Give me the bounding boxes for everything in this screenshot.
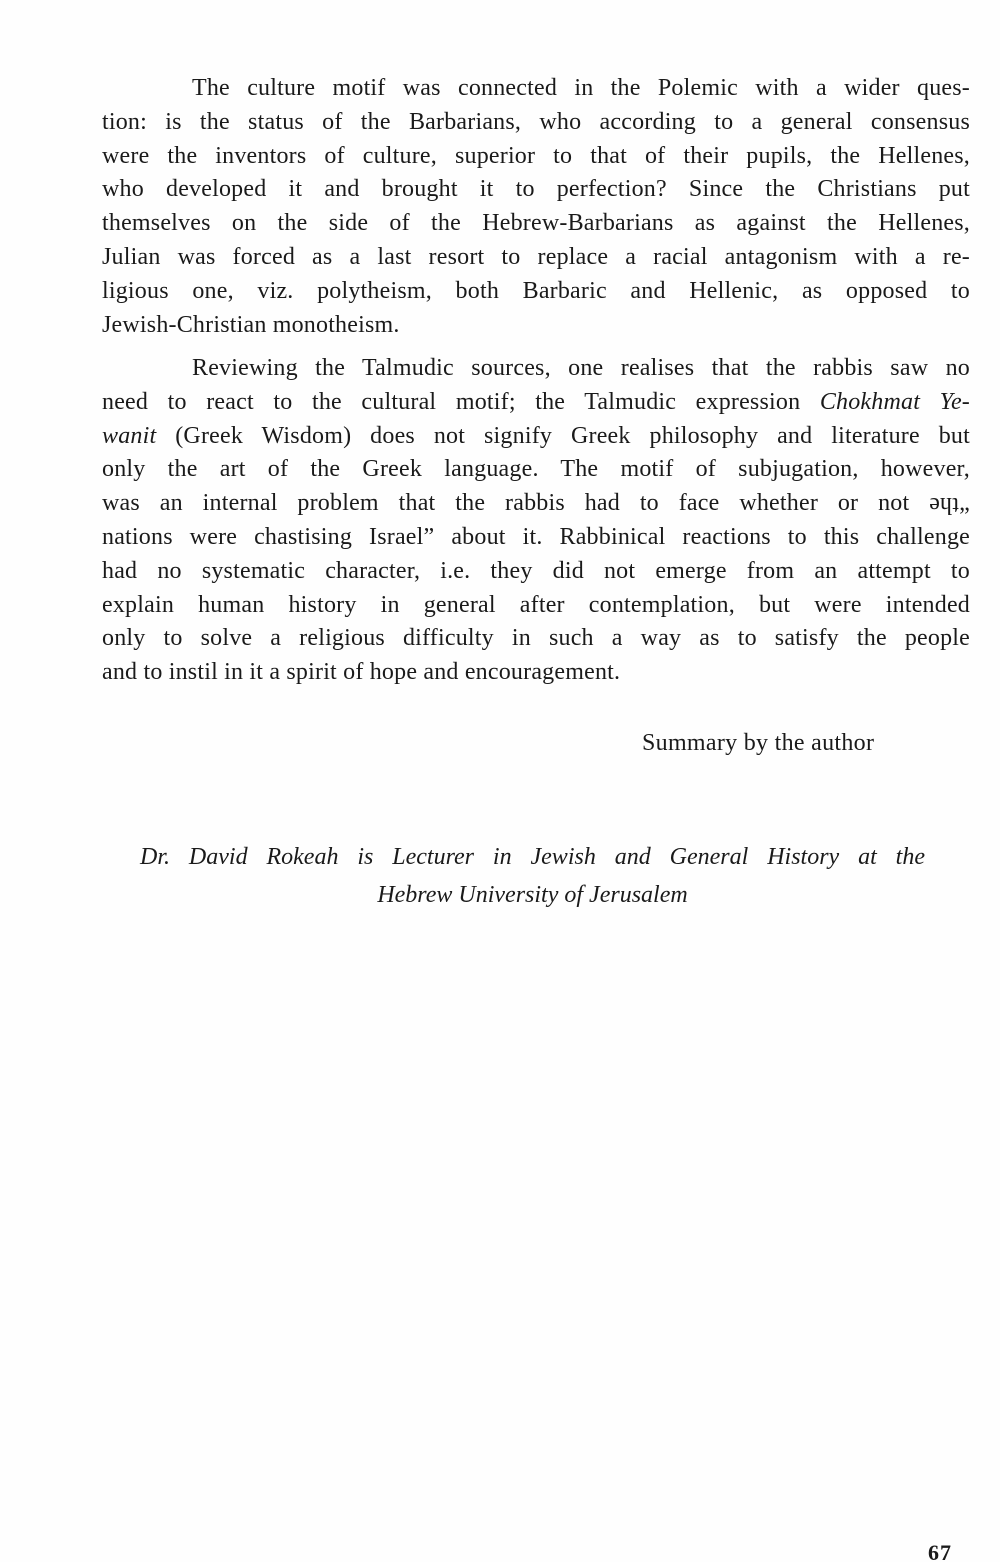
italic-term: Chokhmat Ye- — [819, 388, 970, 415]
text-line: had no systematic character, i.e. they did not emerge from an attempt to — [102, 557, 970, 584]
text-line: tion: is the status of the Barbarians, who according to a general consensus — [102, 108, 970, 135]
text-segment: was an internal problem that the rabbis had to face whether or not — [102, 490, 930, 517]
text-line: were the inventors of culture, superior to that of their pupils, the Hellenes, — [102, 142, 970, 169]
text-line: only to solve a religious difficulty in such a way as to satisfy the people — [102, 625, 970, 652]
text-line: Julian was forced as a last resort to replace a racial antagonism with a re- — [102, 243, 970, 270]
text-line: who developed it and brought it to perfection? Since the Christians put — [102, 176, 970, 203]
author-bio-line: Hebrew University of Jerusalem — [377, 882, 688, 908]
inverted-word: the — [929, 491, 960, 518]
text-line: ligious one, viz. polytheism, both Barbaric and Hellenic, as opposed to — [102, 277, 970, 304]
text-line: Jewish-Christian monotheism. — [102, 311, 400, 338]
text-line: Reviewing the Talmudic sources, one realises that the rabbis saw no — [192, 355, 970, 381]
text-segment: (Greek Wisdom) does not signify Greek philosophy and literature but — [156, 422, 970, 449]
text-line — [102, 487, 970, 521]
text-line: only the art of the Greek language. The motif of subjugation, however, — [102, 456, 970, 483]
text-segment: „ — [959, 490, 970, 517]
text-line — [102, 386, 970, 420]
summary-signature: Summary by the author — [642, 730, 875, 756]
text-line — [102, 420, 970, 454]
text-line: The culture motif was connected in the Polemic with a wider ques- — [192, 75, 970, 101]
author-bio-line: Dr. David Rokeah is Lecturer in Jewish and General History at the — [140, 844, 925, 870]
text-segment: need to react to the cultural motif; the Talmudic expression — [102, 388, 820, 415]
paragraph-talmudic-sources — [102, 352, 970, 690]
italic-term: wanit — [102, 422, 157, 449]
paragraph-culture-motif — [102, 72, 970, 342]
text-line: and to instil in it a spirit of hope and encouragement. — [102, 659, 621, 686]
text-line: themselves on the side of the Hebrew-Barbarians as against the Hellenes, — [102, 210, 970, 237]
page-number: 67 — [928, 1540, 952, 1565]
text-line: nations were chastising Israel” about it. Rabbinical reactions to this challenge — [102, 523, 970, 550]
text-line: explain human history in general after contemplation, but were intended — [102, 591, 970, 618]
author-bio — [140, 838, 925, 914]
